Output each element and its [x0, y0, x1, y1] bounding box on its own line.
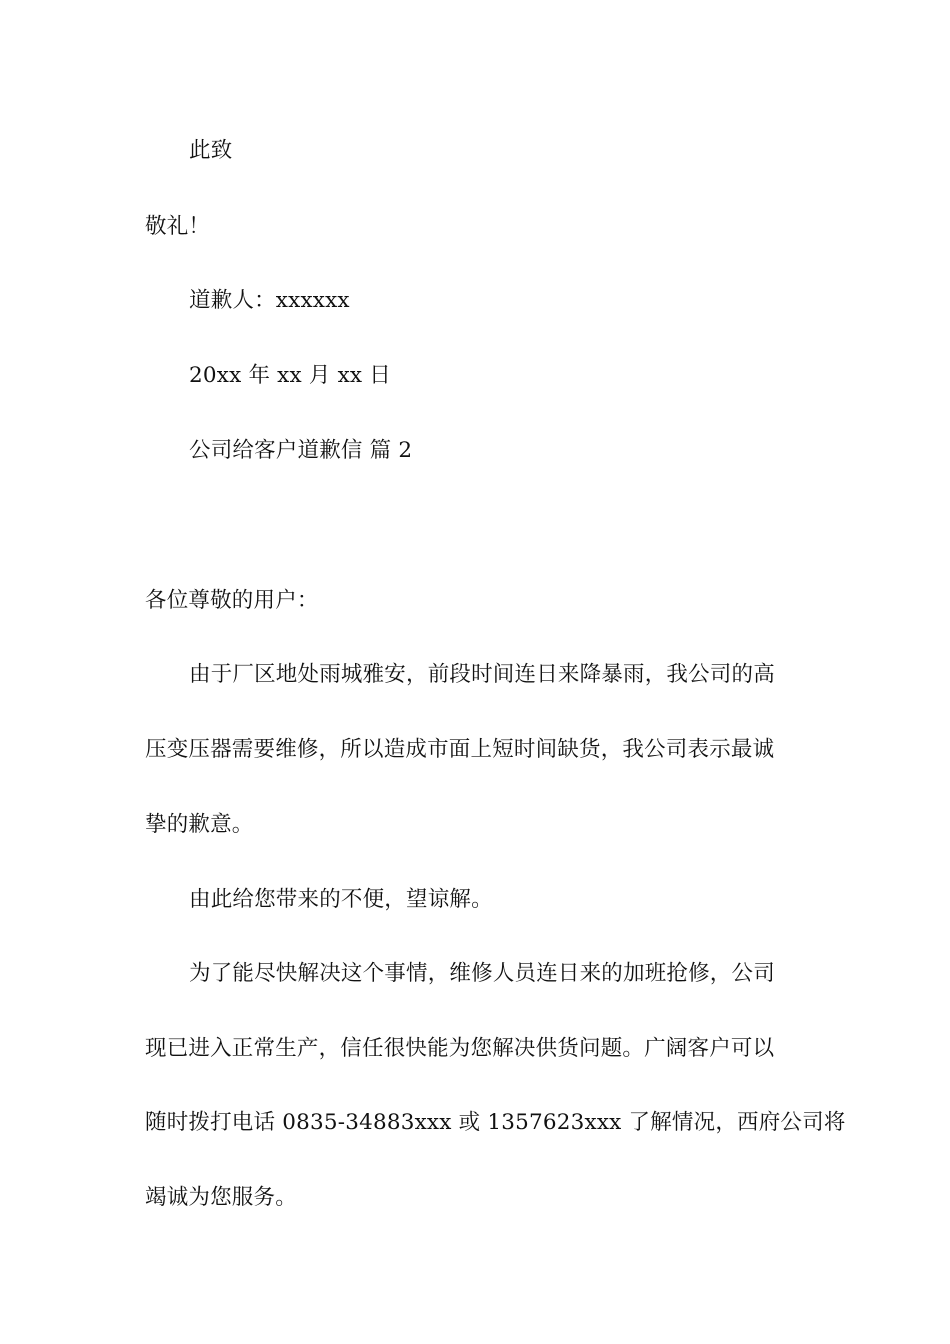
paragraph-1-line-2: 压变压器需要维修，所以造成市面上短时间缺货，我公司表示最诚	[145, 737, 775, 762]
closing-jing-li: 敬礼！	[145, 214, 211, 239]
paragraph-1-line-1: 由于厂区地处雨城雅安，前段时间连日来降暴雨，我公司的高	[189, 662, 775, 687]
section-heading: 公司给客户道歉信 篇 2	[189, 438, 413, 463]
signer-line: 道歉人：xxxxxx	[189, 288, 350, 313]
paragraph-3-line-3: 随时拨打电话 0835-34883xxx 或 1357623xxx 了解情况，西府公司将	[145, 1110, 846, 1135]
paragraph-3-line-1: 为了能尽快解决这个事情，维修人员连日来的加班抢修，公司	[189, 961, 775, 986]
paragraph-2-line-1: 由此给您带来的不便，望谅解。	[189, 887, 493, 912]
paragraph-3-line-4: 竭诚为您服务。	[145, 1185, 297, 1210]
paragraph-3-line-2: 现已进入正常生产，信任很快能为您解决供货问题。广阔客户可以	[145, 1036, 775, 1061]
salutation: 各位尊敬的用户：	[145, 588, 319, 613]
paragraph-1-line-3: 挚的歉意。	[145, 812, 254, 837]
closing-ci-zhi: 此致	[189, 138, 233, 163]
date-line: 20xx 年 xx 月 xx 日	[189, 363, 391, 388]
